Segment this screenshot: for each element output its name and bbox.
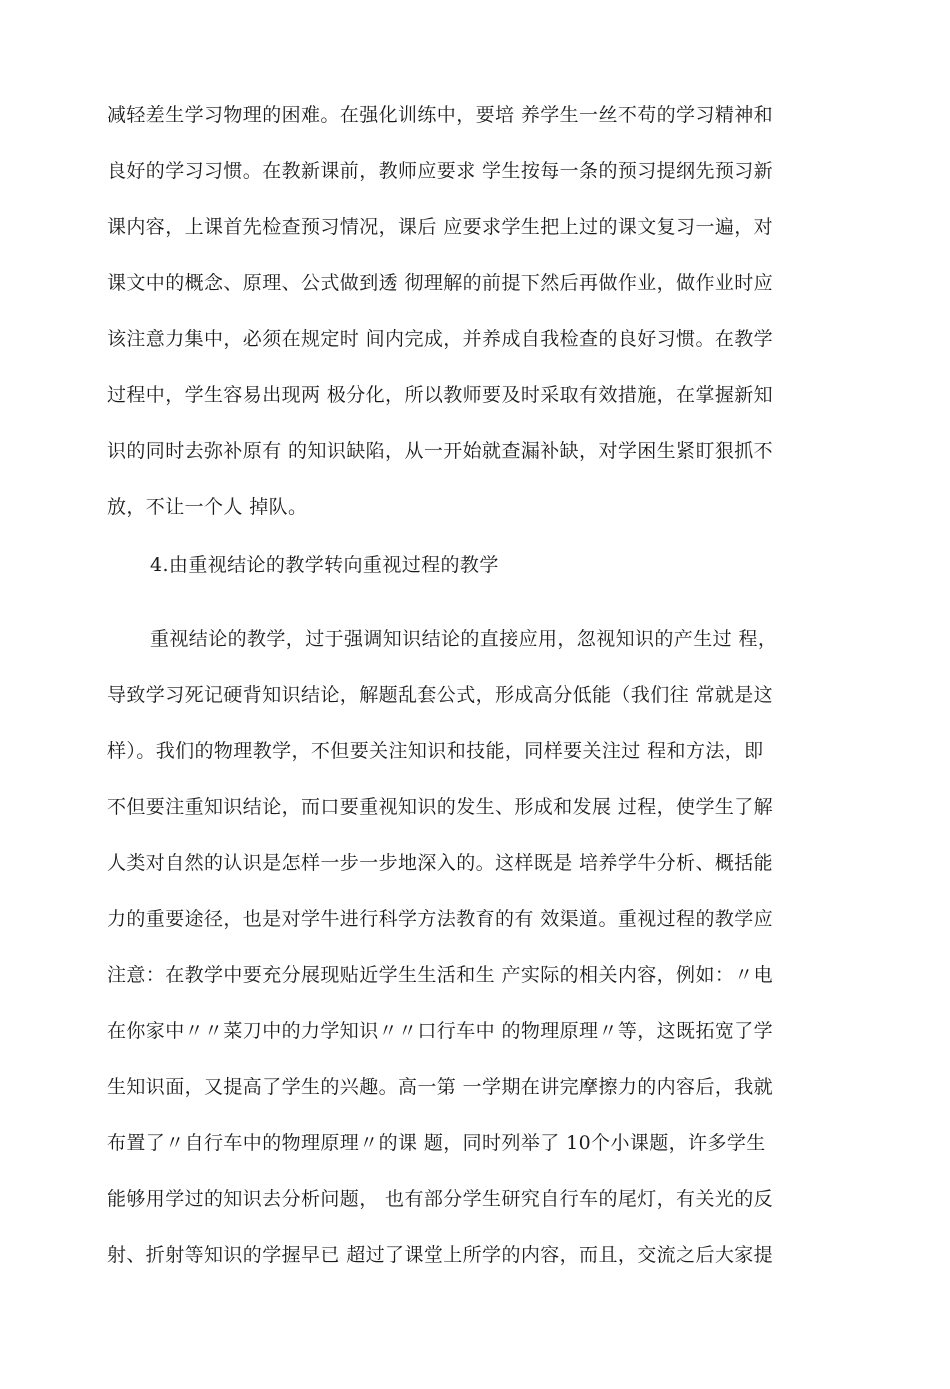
paragraph-1-line-8: 放，不让一个人 掉队。 <box>107 496 308 518</box>
paragraph-2-line-3: 样）。我们的物理教学，不但要关注知识和技能，同样要关注过 程和方法，即 <box>107 740 764 762</box>
paragraph-1-line-4: 课文中的概念、原理、公式做到透 彻理解的前提下然后再做作业，做作业时应 <box>107 272 774 294</box>
paragraph-1-line-5: 该注意力集中，必须在规定时 间内完成，并养成自我检查的良好习惯。在教学 <box>107 328 774 350</box>
paragraph-2-line-8: 在你家中〃〃菜刀中的力学知识〃〃口行车中 的物理原理〃等，这既拓宽了学 <box>107 1020 774 1042</box>
paragraph-2-line-5: 人类对自然的认识是怎样一步一步地深入的。这样既是 培养学牛分析、概括能 <box>107 852 774 874</box>
paragraph-2-line-12: 射、折射等知识的学握早已 超过了课堂上所学的内容，而且，交流之后大家提 <box>107 1244 774 1266</box>
paragraph-1-line-7: 识的同时去弥补原有 的知识缺陷，从一开始就查漏补缺，对学困生紧盯狠抓不 <box>107 440 774 462</box>
paragraph-1-line-1: 减轻差生学习物理的困难。在强化训练中，要培 养学生一丝不苟的学习精神和 <box>107 104 774 126</box>
paragraph-2-line-10: 布置了〃自行车中的物理原理〃的课 题，同时列举了 10个小课题，许多学生 <box>107 1132 766 1154</box>
paragraph-2-line-4: 不但要注重知识结论，而口要重视知识的发生、形成和发展 过程，使学生了解 <box>107 796 774 818</box>
paragraph-1-line-3: 课内容，上课首先检查预习情况，课后 应要求学生把上过的课文复习一遍，对 <box>107 216 774 238</box>
paragraph-2-line-2: 导致学习死记硬背知识结论，解题乱套公式，形成高分低能（我们往 常就是这 <box>107 684 774 706</box>
paragraph-2-line-9: 生知识面，又提高了学生的兴趣。高一第 一学期在讲完摩擦力的内容后，我就 <box>107 1076 774 1098</box>
paragraph-2-line-7: 注意：在教学中要充分展现贴近学生生活和生 产实际的相关内容，例如：〃电 <box>107 964 774 986</box>
paragraph-1-line-2: 良好的学习习惯。在教新课前，教师应要求 学生按每一条的预习提纲先预习新 <box>107 160 774 182</box>
paragraph-2-line-11: 能够用学过的知识去分析问题， 也有部分学生研究自行车的尾灯，有关光的反 <box>107 1188 774 1210</box>
paragraph-2-line-1: 重视结论的教学，过于强调知识结论的直接应用，忽视知识的产生过 程， <box>150 628 778 650</box>
paragraph-1-line-6: 过程中，学生容易出现两 极分化，所以教师要及时采取有效措施，在掌握新知 <box>107 384 774 406</box>
paragraph-2-line-6: 力的重要途径，也是对学牛进行科学方法教育的有 效渠道。重视过程的教学应 <box>107 908 774 930</box>
section-heading: 4.由重视结论的教学转向重视过程的教学 <box>150 554 499 576</box>
